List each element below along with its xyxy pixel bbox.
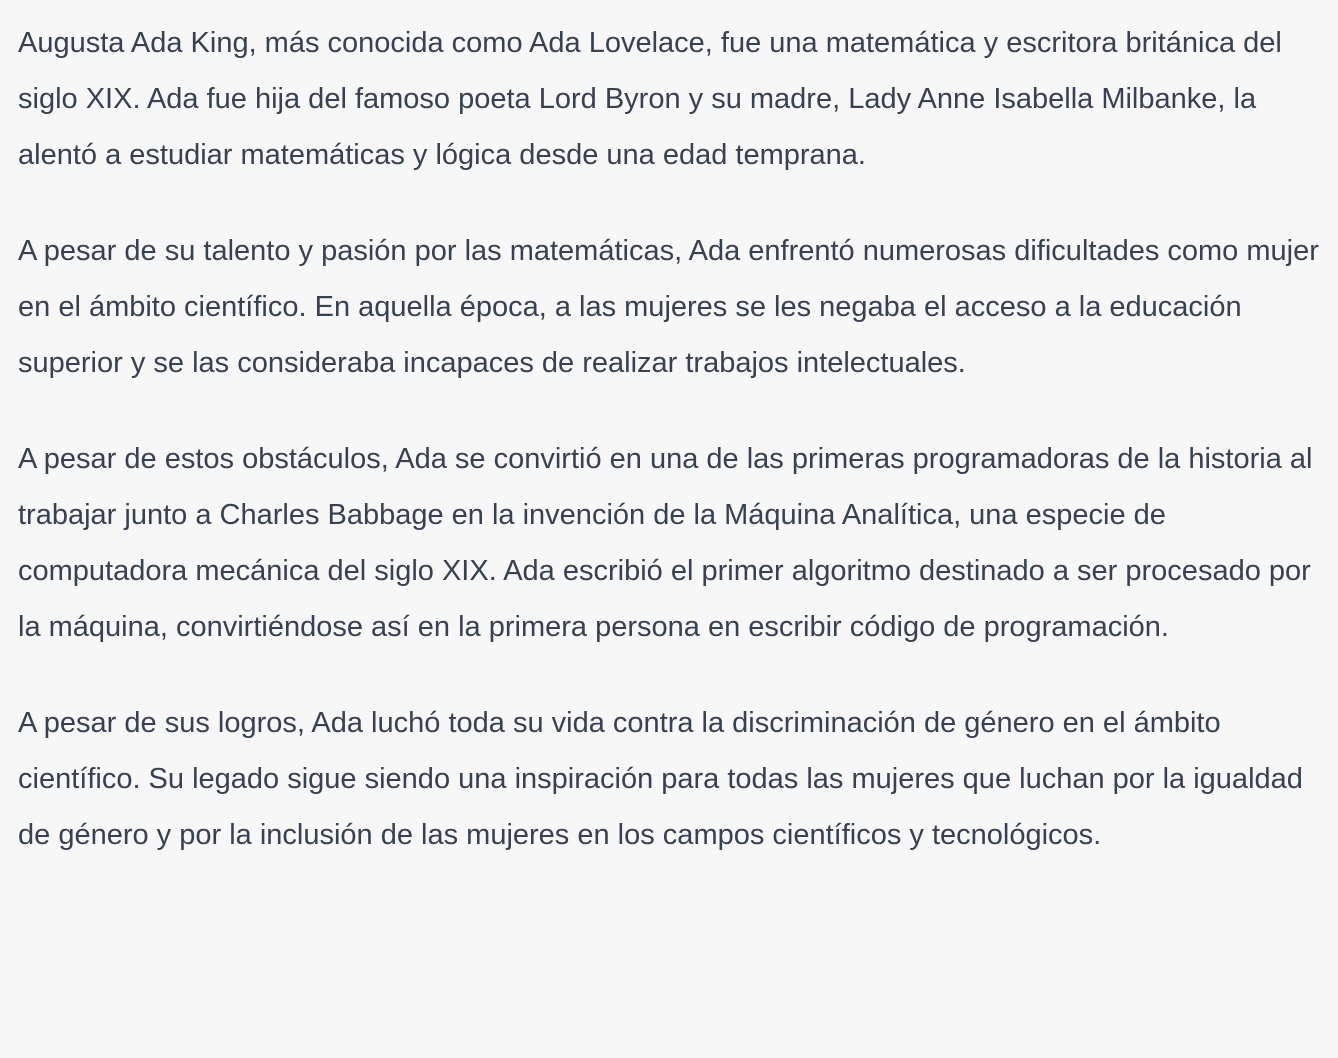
message-paragraph-3: A pesar de estos obstáculos, Ada se convirtió en una de las primeras programadoras de la historia al trabajar junto a Charles Babbage en la invención de la Máquina Analítica, una especie de computadora mecánica del siglo XIX. Ada escribió el primer algoritmo destinado a ser procesado por la máquina, convirtiéndose así en la primera persona en escribir código de programación. xyxy=(18,443,1313,643)
message-paragraph-4: A pesar de sus logros, Ada luchó toda su vida contra la discriminación de género en el ámbito científico. Su legado sigue siendo una inspiración para todas las mujeres que luchan por la igualdad de género y por la inclusión de las mujeres en los campos científicos y tecnológicos. xyxy=(18,707,1303,851)
assistant-message xyxy=(18,15,1328,863)
message-paragraph-1: Augusta Ada King, más conocida como Ada Lovelace, fue una matemática y escritora británica del siglo XIX. Ada fue hija del famoso poeta Lord Byron y su madre, Lady Anne Isabella Milbanke, la alentó a estudiar matemáticas y lógica desde una edad temprana. xyxy=(18,27,1282,171)
message-paragraph-2: A pesar de su talento y pasión por las matemáticas, Ada enfrentó numerosas dificultades como mujer en el ámbito científico. En aquella época, a las mujeres se les negaba el acceso a la educación superior y se las consideraba incapaces de realizar trabajos intelectuales. xyxy=(18,235,1319,379)
